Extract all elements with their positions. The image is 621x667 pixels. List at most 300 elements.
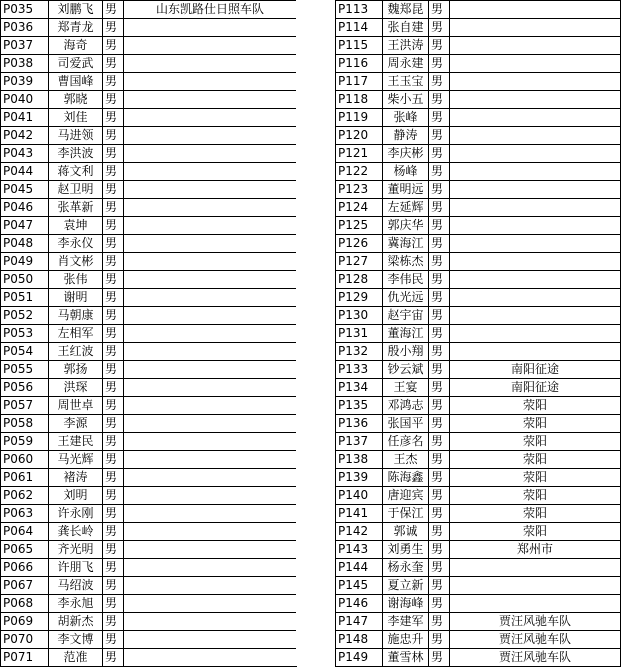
cell-sex[interactable]: 男 [429, 163, 450, 181]
cell-name[interactable]: 王洪涛 [383, 37, 429, 55]
cell-team[interactable] [124, 379, 297, 397]
cell-sex[interactable]: 男 [103, 217, 124, 235]
cell-team[interactable] [124, 271, 297, 289]
cell-team[interactable] [450, 217, 621, 235]
cell-id[interactable]: P144 [336, 559, 383, 577]
cell-name[interactable]: 刘明 [49, 487, 103, 505]
cell-team[interactable]: 荥阳 [450, 523, 621, 541]
cell-id[interactable]: P066 [1, 559, 49, 577]
cell-name[interactable]: 张峰 [383, 109, 429, 127]
cell-name[interactable]: 马光辉 [49, 451, 103, 469]
cell-name[interactable]: 马绍波 [49, 577, 103, 595]
cell-team[interactable] [124, 325, 297, 343]
cell-sex[interactable]: 男 [429, 91, 450, 109]
cell-team[interactable] [450, 253, 621, 271]
cell-sex[interactable]: 男 [429, 37, 450, 55]
cell-team[interactable] [124, 343, 297, 361]
cell-id[interactable]: P037 [1, 37, 49, 55]
cell-team[interactable] [450, 109, 621, 127]
cell-sex[interactable]: 男 [429, 271, 450, 289]
cell-name[interactable]: 褚涛 [49, 469, 103, 487]
cell-id[interactable]: P119 [336, 109, 383, 127]
cell-name[interactable]: 郑青龙 [49, 19, 103, 37]
cell-sex[interactable]: 男 [429, 523, 450, 541]
cell-sex[interactable]: 男 [103, 307, 124, 325]
cell-team[interactable] [450, 307, 621, 325]
cell-team[interactable] [124, 631, 297, 649]
cell-id[interactable]: P146 [336, 595, 383, 613]
cell-name[interactable]: 董明远 [383, 181, 429, 199]
cell-sex[interactable]: 男 [103, 505, 124, 523]
cell-id[interactable]: P065 [1, 541, 49, 559]
cell-team[interactable] [450, 343, 621, 361]
cell-team[interactable] [450, 595, 621, 613]
cell-team[interactable] [124, 91, 297, 109]
cell-sex[interactable]: 男 [103, 253, 124, 271]
cell-id[interactable]: P039 [1, 73, 49, 91]
cell-name[interactable]: 静涛 [383, 127, 429, 145]
cell-id[interactable]: P054 [1, 343, 49, 361]
cell-name[interactable]: 王建民 [49, 433, 103, 451]
cell-team[interactable] [450, 1, 621, 19]
cell-id[interactable]: P064 [1, 523, 49, 541]
cell-name[interactable]: 海奇 [49, 37, 103, 55]
cell-team[interactable] [124, 415, 297, 433]
cell-id[interactable]: P070 [1, 631, 49, 649]
cell-id[interactable]: P051 [1, 289, 49, 307]
cell-name[interactable]: 李文博 [49, 631, 103, 649]
cell-id[interactable]: P069 [1, 613, 49, 631]
cell-id[interactable]: P134 [336, 379, 383, 397]
cell-team[interactable] [124, 181, 297, 199]
cell-team[interactable]: 荥阳 [450, 433, 621, 451]
cell-team[interactable]: 荥阳 [450, 415, 621, 433]
cell-team[interactable] [124, 595, 297, 613]
cell-team[interactable] [450, 145, 621, 163]
cell-id[interactable]: P137 [336, 433, 383, 451]
cell-name[interactable]: 肖文彬 [49, 253, 103, 271]
cell-team[interactable] [450, 289, 621, 307]
cell-sex[interactable]: 男 [103, 109, 124, 127]
cell-name[interactable]: 殷小翔 [383, 343, 429, 361]
cell-sex[interactable]: 男 [103, 361, 124, 379]
cell-sex[interactable]: 男 [429, 145, 450, 163]
cell-id[interactable]: P062 [1, 487, 49, 505]
cell-name[interactable]: 董雪林 [383, 649, 429, 667]
cell-name[interactable]: 周永建 [383, 55, 429, 73]
cell-id[interactable]: P040 [1, 91, 49, 109]
cell-sex[interactable]: 男 [429, 109, 450, 127]
cell-team[interactable]: 荥阳 [450, 487, 621, 505]
cell-team[interactable] [450, 577, 621, 595]
cell-sex[interactable]: 男 [429, 541, 450, 559]
cell-team[interactable] [124, 613, 297, 631]
cell-id[interactable]: P060 [1, 451, 49, 469]
cell-id[interactable]: P055 [1, 361, 49, 379]
cell-sex[interactable]: 男 [103, 271, 124, 289]
cell-team[interactable]: 山东凯路仕日照车队 [124, 1, 297, 19]
cell-name[interactable]: 龚长岭 [49, 523, 103, 541]
cell-id[interactable]: P042 [1, 127, 49, 145]
cell-sex[interactable]: 男 [103, 91, 124, 109]
cell-team[interactable] [124, 541, 297, 559]
cell-team[interactable] [450, 271, 621, 289]
cell-name[interactable]: 任彦名 [383, 433, 429, 451]
cell-sex[interactable]: 男 [103, 73, 124, 91]
cell-name[interactable]: 马朝康 [49, 307, 103, 325]
cell-sex[interactable]: 男 [429, 199, 450, 217]
cell-team[interactable] [450, 127, 621, 145]
cell-id[interactable]: P057 [1, 397, 49, 415]
cell-name[interactable]: 王红波 [49, 343, 103, 361]
cell-id[interactable]: P047 [1, 217, 49, 235]
cell-sex[interactable]: 男 [429, 397, 450, 415]
cell-name[interactable]: 周世卓 [49, 397, 103, 415]
cell-id[interactable]: P125 [336, 217, 383, 235]
cell-id[interactable]: P068 [1, 595, 49, 613]
cell-team[interactable] [124, 307, 297, 325]
cell-sex[interactable]: 男 [429, 73, 450, 91]
cell-name[interactable]: 王宴 [383, 379, 429, 397]
cell-team[interactable] [124, 361, 297, 379]
cell-sex[interactable]: 男 [103, 559, 124, 577]
cell-id[interactable]: P128 [336, 271, 383, 289]
cell-sex[interactable]: 男 [103, 1, 124, 19]
cell-sex[interactable]: 男 [103, 37, 124, 55]
cell-name[interactable]: 李源 [49, 415, 103, 433]
cell-team[interactable] [124, 577, 297, 595]
cell-sex[interactable]: 男 [429, 595, 450, 613]
cell-name[interactable]: 夏立新 [383, 577, 429, 595]
cell-name[interactable]: 梁栋杰 [383, 253, 429, 271]
cell-id[interactable]: P061 [1, 469, 49, 487]
cell-sex[interactable]: 男 [103, 145, 124, 163]
cell-id[interactable]: P118 [336, 91, 383, 109]
cell-id[interactable]: P130 [336, 307, 383, 325]
cell-name[interactable]: 郭扬 [49, 361, 103, 379]
cell-id[interactable]: P127 [336, 253, 383, 271]
cell-sex[interactable]: 男 [429, 343, 450, 361]
cell-id[interactable]: P139 [336, 469, 383, 487]
cell-sex[interactable]: 男 [103, 397, 124, 415]
cell-team[interactable] [124, 55, 297, 73]
cell-id[interactable]: P138 [336, 451, 383, 469]
cell-team[interactable] [124, 19, 297, 37]
cell-id[interactable]: P122 [336, 163, 383, 181]
cell-name[interactable]: 蒋文利 [49, 163, 103, 181]
cell-name[interactable]: 郭晓 [49, 91, 103, 109]
cell-name[interactable]: 洪琛 [49, 379, 103, 397]
cell-team[interactable] [124, 397, 297, 415]
cell-name[interactable]: 左延辉 [383, 199, 429, 217]
cell-id[interactable]: P049 [1, 253, 49, 271]
cell-team[interactable] [124, 163, 297, 181]
cell-name[interactable]: 张伟 [49, 271, 103, 289]
cell-id[interactable]: P123 [336, 181, 383, 199]
cell-sex[interactable]: 男 [429, 217, 450, 235]
cell-team[interactable]: 荥阳 [450, 469, 621, 487]
cell-id[interactable]: P067 [1, 577, 49, 595]
cell-id[interactable]: P126 [336, 235, 383, 253]
cell-id[interactable]: P120 [336, 127, 383, 145]
cell-team[interactable] [450, 235, 621, 253]
cell-id[interactable]: P071 [1, 649, 49, 667]
cell-team[interactable] [124, 109, 297, 127]
cell-team[interactable] [124, 235, 297, 253]
cell-id[interactable]: P133 [336, 361, 383, 379]
cell-name[interactable]: 赵卫明 [49, 181, 103, 199]
cell-name[interactable]: 李永旭 [49, 595, 103, 613]
cell-team[interactable]: 贾汪风驰车队 [450, 613, 621, 631]
cell-team[interactable]: 荥阳 [450, 505, 621, 523]
cell-team[interactable] [124, 505, 297, 523]
cell-team[interactable] [450, 55, 621, 73]
cell-id[interactable]: P140 [336, 487, 383, 505]
cell-team[interactable] [124, 289, 297, 307]
cell-id[interactable]: P050 [1, 271, 49, 289]
cell-sex[interactable]: 男 [429, 127, 450, 145]
cell-sex[interactable]: 男 [429, 505, 450, 523]
cell-sex[interactable]: 男 [103, 289, 124, 307]
cell-sex[interactable]: 男 [103, 649, 124, 667]
cell-id[interactable]: P038 [1, 55, 49, 73]
table-row [336, 541, 621, 559]
cell-team[interactable] [124, 559, 297, 577]
cell-sex[interactable]: 男 [429, 1, 450, 19]
cell-name[interactable]: 李永仪 [49, 235, 103, 253]
cell-name[interactable]: 钞云斌 [383, 361, 429, 379]
cell-sex[interactable]: 男 [429, 325, 450, 343]
cell-team[interactable] [124, 649, 297, 667]
cell-sex[interactable]: 男 [103, 577, 124, 595]
cell-team[interactable] [124, 37, 297, 55]
cell-id[interactable]: P043 [1, 145, 49, 163]
cell-team[interactable] [450, 325, 621, 343]
cell-id[interactable]: P131 [336, 325, 383, 343]
cell-name[interactable]: 王玉宝 [383, 73, 429, 91]
cell-id[interactable]: P035 [1, 1, 49, 19]
cell-sex[interactable]: 男 [429, 361, 450, 379]
cell-name[interactable]: 仇光远 [383, 289, 429, 307]
cell-name[interactable]: 董海江 [383, 325, 429, 343]
cell-name[interactable]: 刘勇生 [383, 541, 429, 559]
cell-id[interactable]: P056 [1, 379, 49, 397]
cell-sex[interactable]: 男 [103, 415, 124, 433]
cell-sex[interactable]: 男 [429, 631, 450, 649]
cell-id[interactable]: P115 [336, 37, 383, 55]
cell-id[interactable]: P052 [1, 307, 49, 325]
cell-sex[interactable]: 男 [429, 577, 450, 595]
cell-sex[interactable]: 男 [103, 55, 124, 73]
cell-sex[interactable]: 男 [103, 379, 124, 397]
cell-id[interactable]: P117 [336, 73, 383, 91]
cell-team[interactable] [450, 163, 621, 181]
cell-sex[interactable]: 男 [429, 181, 450, 199]
cell-sex[interactable]: 男 [429, 55, 450, 73]
cell-team[interactable]: 南阳征途 [450, 379, 621, 397]
cell-id[interactable]: P053 [1, 325, 49, 343]
cell-name[interactable]: 郭庆华 [383, 217, 429, 235]
cell-id[interactable]: P116 [336, 55, 383, 73]
cell-sex[interactable]: 男 [429, 433, 450, 451]
cell-name[interactable]: 司爱武 [49, 55, 103, 73]
cell-name[interactable]: 袁坤 [49, 217, 103, 235]
cell-sex[interactable]: 男 [103, 433, 124, 451]
cell-sex[interactable]: 男 [103, 235, 124, 253]
cell-id[interactable]: P063 [1, 505, 49, 523]
cell-name[interactable]: 冀海江 [383, 235, 429, 253]
cell-id[interactable]: P135 [336, 397, 383, 415]
cell-team[interactable] [450, 73, 621, 91]
cell-name[interactable]: 王杰 [383, 451, 429, 469]
cell-name[interactable]: 谢海峰 [383, 595, 429, 613]
cell-team[interactable] [450, 91, 621, 109]
cell-id[interactable]: P132 [336, 343, 383, 361]
cell-id[interactable]: P114 [336, 19, 383, 37]
cell-name[interactable]: 张自建 [383, 19, 429, 37]
cell-name[interactable]: 齐光明 [49, 541, 103, 559]
cell-id[interactable]: P149 [336, 649, 383, 667]
cell-name[interactable]: 李洪波 [49, 145, 103, 163]
cell-name[interactable]: 郭诚 [383, 523, 429, 541]
cell-sex[interactable]: 男 [103, 325, 124, 343]
cell-sex[interactable]: 男 [429, 451, 450, 469]
cell-sex[interactable]: 男 [429, 469, 450, 487]
cell-team[interactable]: 贾汪风驰车队 [450, 631, 621, 649]
cell-sex[interactable]: 男 [103, 127, 124, 145]
cell-team[interactable]: 贾汪风驰车队 [450, 649, 621, 667]
cell-team[interactable]: 荥阳 [450, 397, 621, 415]
cell-name[interactable]: 谢明 [49, 289, 103, 307]
cell-name[interactable]: 陈海鑫 [383, 469, 429, 487]
cell-sex[interactable]: 男 [103, 199, 124, 217]
cell-name[interactable]: 赵宇宙 [383, 307, 429, 325]
cell-team[interactable] [124, 199, 297, 217]
cell-name[interactable]: 邓鸿志 [383, 397, 429, 415]
cell-sex[interactable]: 男 [429, 235, 450, 253]
cell-id[interactable]: P058 [1, 415, 49, 433]
cell-sex[interactable]: 男 [429, 559, 450, 577]
cell-id[interactable]: P044 [1, 163, 49, 181]
cell-sex[interactable]: 男 [429, 19, 450, 37]
cell-name[interactable]: 范准 [49, 649, 103, 667]
cell-team[interactable]: 荥阳 [450, 451, 621, 469]
cell-id[interactable]: P121 [336, 145, 383, 163]
cell-id[interactable]: P143 [336, 541, 383, 559]
cell-sex[interactable]: 男 [429, 613, 450, 631]
cell-team[interactable] [450, 559, 621, 577]
cell-name[interactable]: 杨永奎 [383, 559, 429, 577]
cell-team[interactable] [124, 145, 297, 163]
cell-name[interactable]: 李伟民 [383, 271, 429, 289]
cell-sex[interactable]: 男 [103, 181, 124, 199]
cell-name[interactable]: 刘佳 [49, 109, 103, 127]
cell-name[interactable]: 刘鹏飞 [49, 1, 103, 19]
cell-sex[interactable]: 男 [103, 523, 124, 541]
cell-name[interactable]: 柴小五 [383, 91, 429, 109]
cell-id[interactable]: P145 [336, 577, 383, 595]
cell-name[interactable]: 李建军 [383, 613, 429, 631]
cell-sex[interactable]: 男 [103, 595, 124, 613]
cell-sex[interactable]: 男 [429, 253, 450, 271]
cell-sex[interactable]: 男 [429, 649, 450, 667]
cell-id[interactable]: P045 [1, 181, 49, 199]
cell-sex[interactable]: 男 [103, 613, 124, 631]
cell-team[interactable] [124, 469, 297, 487]
cell-name[interactable]: 许朋飞 [49, 559, 103, 577]
cell-sex[interactable]: 男 [103, 343, 124, 361]
cell-id[interactable]: P041 [1, 109, 49, 127]
cell-team[interactable] [450, 199, 621, 217]
cell-id[interactable]: P124 [336, 199, 383, 217]
cell-id[interactable]: P148 [336, 631, 383, 649]
cell-name[interactable]: 唐迎宾 [383, 487, 429, 505]
cell-sex[interactable]: 男 [429, 379, 450, 397]
cell-name[interactable]: 马进领 [49, 127, 103, 145]
cell-id[interactable]: P141 [336, 505, 383, 523]
cell-sex[interactable]: 男 [429, 289, 450, 307]
cell-sex[interactable]: 男 [429, 487, 450, 505]
cell-team[interactable]: 郑州市 [450, 541, 621, 559]
table-row [1, 307, 297, 325]
cell-sex[interactable]: 男 [103, 487, 124, 505]
cell-name[interactable]: 杨峰 [383, 163, 429, 181]
table-row [336, 325, 621, 343]
cell-id[interactable]: P046 [1, 199, 49, 217]
cell-team[interactable] [124, 253, 297, 271]
cell-sex[interactable]: 男 [429, 415, 450, 433]
cell-name[interactable]: 施忠升 [383, 631, 429, 649]
cell-name[interactable]: 许永刚 [49, 505, 103, 523]
cell-team[interactable] [124, 127, 297, 145]
cell-team[interactable] [450, 37, 621, 55]
cell-id[interactable]: P113 [336, 1, 383, 19]
cell-name[interactable]: 魏郑昆 [383, 1, 429, 19]
cell-team[interactable]: 南阳征途 [450, 361, 621, 379]
cell-name[interactable]: 李庆彬 [383, 145, 429, 163]
cell-id[interactable]: P036 [1, 19, 49, 37]
cell-name[interactable]: 胡新杰 [49, 613, 103, 631]
cell-team[interactable] [450, 181, 621, 199]
table-row [1, 559, 297, 577]
cell-sex[interactable]: 男 [103, 451, 124, 469]
cell-id[interactable]: P142 [336, 523, 383, 541]
cell-sex[interactable]: 男 [103, 19, 124, 37]
cell-name[interactable]: 张革新 [49, 199, 103, 217]
cell-team[interactable] [124, 451, 297, 469]
cell-name[interactable]: 左相军 [49, 325, 103, 343]
cell-team[interactable] [124, 73, 297, 91]
cell-team[interactable] [124, 433, 297, 451]
cell-id[interactable]: P147 [336, 613, 383, 631]
cell-team[interactable] [124, 217, 297, 235]
cell-name[interactable]: 张国平 [383, 415, 429, 433]
cell-sex[interactable]: 男 [103, 631, 124, 649]
cell-team[interactable] [450, 19, 621, 37]
cell-sex[interactable]: 男 [103, 541, 124, 559]
cell-sex[interactable]: 男 [103, 469, 124, 487]
cell-sex[interactable]: 男 [103, 163, 124, 181]
cell-id[interactable]: P129 [336, 289, 383, 307]
cell-id[interactable]: P059 [1, 433, 49, 451]
cell-team[interactable] [124, 523, 297, 541]
cell-id[interactable]: P136 [336, 415, 383, 433]
cell-id[interactable]: P048 [1, 235, 49, 253]
cell-name[interactable]: 曹国峰 [49, 73, 103, 91]
cell-team[interactable] [124, 487, 297, 505]
cell-name[interactable]: 于保江 [383, 505, 429, 523]
cell-sex[interactable]: 男 [429, 307, 450, 325]
